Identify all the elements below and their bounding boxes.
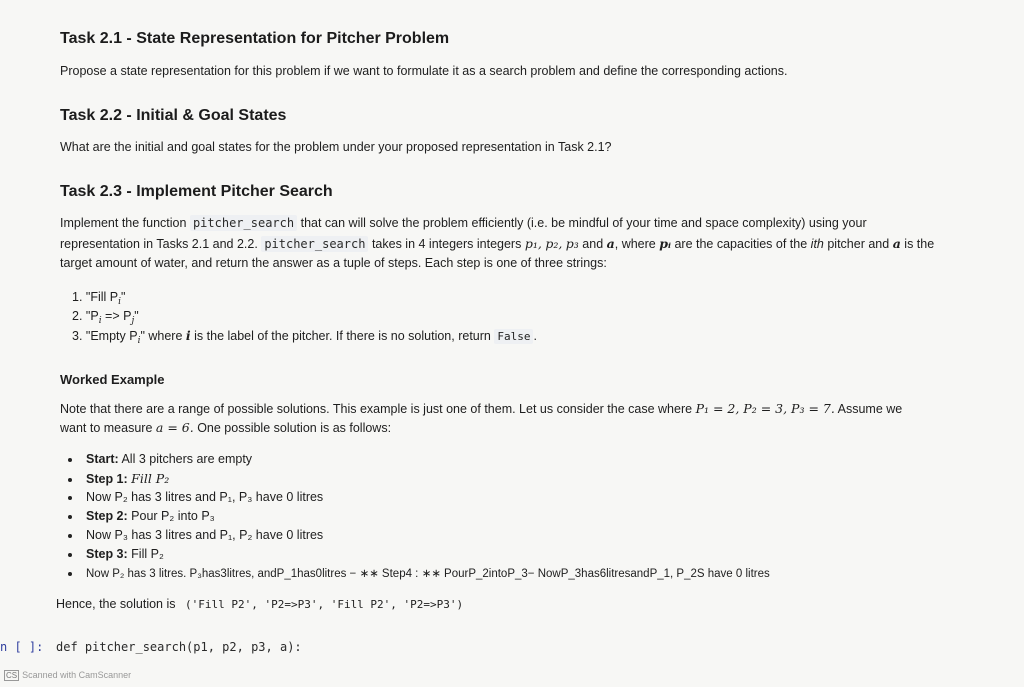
subscript: i: [118, 297, 122, 307]
bullet-label: Step 1:: [86, 472, 128, 486]
solution-code: ('Fill P2', 'P2=>P3', 'Fill P2', 'P2=>P3'): [185, 598, 464, 611]
equation: a = 6.: [155, 420, 194, 435]
bullet-item: [68, 547, 164, 561]
bullet-label: Start:: [86, 452, 119, 466]
bullet-item: [68, 471, 169, 486]
text: 1. "Fill P: [72, 290, 119, 304]
text: Assume we: [837, 402, 903, 416]
bullet-text: Pour P₂ into P₃: [131, 509, 215, 523]
bullet-icon: [68, 572, 72, 576]
text: " where: [140, 329, 183, 343]
task-2-3-title: Task 2.3 - Implement Pitcher Search: [60, 183, 333, 200]
equation: P₁ = 2, P₂ = 3, P₃ = 7.: [695, 401, 835, 416]
bullet-label: Step 2:: [86, 509, 128, 523]
bullet-text: Fill P₂: [131, 471, 170, 486]
text: Implement the function: [60, 216, 187, 230]
text: Note that there are a range of possible solutions. This example is just one of them. Let us consider the case where: [60, 402, 693, 416]
text: , where: [614, 237, 656, 251]
subscript: i: [137, 336, 141, 346]
var-i: i: [185, 328, 191, 343]
var-p3: p₃: [565, 236, 579, 251]
step-pour: [72, 309, 139, 326]
text: 3. "Empty P: [72, 329, 138, 343]
task-2-3-line-3: target amount of water, and return the answer as a tuple of steps. Each step is one of three strings:: [60, 256, 607, 270]
camscanner-logo-icon: CS: [6, 671, 18, 680]
task-2-1-body: Propose a state representation for this problem if we want to formulate it as a search problem and define the corresponding actions.: [60, 64, 788, 78]
var-pi: pᵢ: [659, 236, 671, 251]
text: .: [533, 329, 537, 343]
text: takes in 4 integers integers: [371, 237, 522, 251]
var-a: a: [606, 236, 615, 251]
var-p1: p₁,: [524, 236, 542, 251]
bullet-text: Now P₃ has 3 litres and P₁, P₂ have 0 litres: [86, 528, 324, 542]
text: are the capacities of the: [674, 237, 808, 251]
text: ": [134, 309, 139, 323]
task-2-3-line-1: [60, 216, 867, 230]
bullet-text: Now P₂ has 3 litres and P₁, P₃ have 0 litres: [86, 490, 324, 504]
text: is the: [904, 237, 935, 251]
watermark-text: Scanned with CamScanner: [22, 670, 132, 680]
worked-example-title: Worked Example: [60, 372, 165, 387]
cell-code[interactable]: def pitcher_search(p1, p2, p3, a):: [56, 640, 302, 654]
solution-label: Hence, the solution is: [56, 597, 176, 611]
bullet-text: Fill P₂: [131, 547, 164, 561]
example-para-line-1: [60, 401, 902, 416]
step-empty: [72, 328, 537, 346]
text: is the label of the pitcher. If there is no solution, return: [194, 329, 491, 343]
bullet-item: [68, 490, 323, 504]
task-2-2-title: Task 2.2 - Initial & Goal States: [60, 107, 287, 124]
text: ith: [810, 237, 824, 251]
bullet-label: Step 3:: [86, 547, 128, 561]
false-code: False: [494, 329, 533, 344]
bullet-icon: [68, 478, 72, 482]
step-fill: [72, 290, 125, 307]
var-a: a: [892, 236, 901, 251]
text: ": [121, 290, 126, 304]
text: pitcher and: [827, 237, 890, 251]
bullet-icon: [68, 496, 72, 500]
text: and: [582, 237, 604, 251]
function-name-code: pitcher_search: [190, 215, 297, 231]
task-2-3-line-2: [60, 236, 934, 251]
text: that can will solve the problem efficiently (i.e. be mindful of your time and space complexity) using your: [300, 216, 867, 230]
bullet-item: [68, 452, 252, 466]
bullet-icon: [68, 515, 72, 519]
task-2-1-title: Task 2.1 - State Representation for Pitcher Problem: [60, 30, 450, 47]
text: 2. "P: [72, 309, 99, 323]
bullet-icon: [68, 458, 72, 462]
bullet-text: Now P₂ has 3 litres. P₃has3litres, andP_1has0litres − ∗∗ Step4 : ∗∗ PourP_2intoP_3− NowP_3has6litresandP_1, P_2S have 0 litres: [86, 568, 770, 580]
subscript: j: [131, 316, 135, 326]
text: representation in Tasks 2.1 and 2.2.: [60, 237, 258, 251]
bullet-item: [68, 566, 770, 580]
solution-line: [56, 597, 463, 611]
cell-prompt: n [ ]:: [0, 640, 44, 654]
bullet-item: [68, 509, 215, 523]
text: => P: [101, 309, 132, 323]
bullet-text: All 3 pitchers are empty: [121, 452, 253, 466]
text: want to measure: [60, 421, 153, 435]
bullet-item: [68, 528, 323, 542]
task-2-2-body: What are the initial and goal states for the problem under your proposed representation in Task 2.1?: [60, 140, 612, 154]
code-cell[interactable]: [0, 634, 1024, 660]
function-name-code: pitcher_search: [261, 236, 368, 252]
example-para-line-2: [60, 420, 391, 435]
subscript: i: [98, 316, 102, 326]
bullet-icon: [68, 534, 72, 538]
var-p2: p₂,: [545, 236, 563, 251]
bullet-icon: [68, 553, 72, 557]
camscanner-watermark: [4, 670, 131, 681]
text: One possible solution is as follows:: [197, 421, 392, 435]
